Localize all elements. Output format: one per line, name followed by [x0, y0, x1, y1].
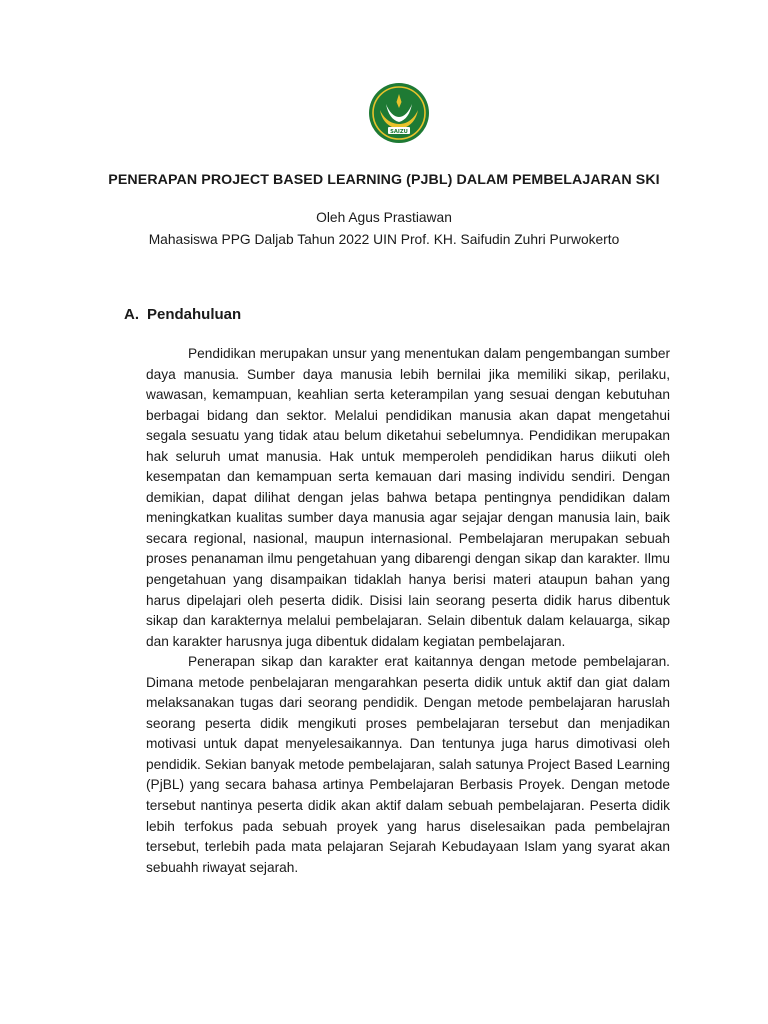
document-author: Oleh Agus Prastiawan: [316, 210, 452, 225]
uin-saizu-emblem-icon: [368, 82, 430, 144]
paragraph: Pendidikan merupakan unsur yang menentukan dalam pengembangan sumber daya manusia. Sumber daya manusia lebih bernilai jika memiliki sikap, perilaku, wawasan, kemampuan, keahlian serta keterampilan yang sesuai dengan kebutuhan berbagai bidang dan sektor. Melalui pendidikan manusia akan dapat mengetahui segala sesuatu yang tidak atau belum diketahui sebelumnya. Pendidikan merupakan hak seluruh umat manusia. Hak untuk memperoleh pendidikan harus diikuti oleh kesempatan dan kemampuan serta kemauan dari masing individu sendiri. Dengan demikian, dapat dilihat dengan jelas bahwa betapa pentingnya pendidikan dalam meningkatkan kualitas sumber daya manusia agar sejajar dengan manusia lain, baik secara regional, nasional, maupun internasional. Pembelajaran merupakan sebuah proses penanaman ilmu pengetahuan yang dibarengi dengan sikap dan karakter. Ilmu pengetahuan yang disampaikan tidaklah hanya berisi materi ataupun bahan yang harus dipelajari oleh peserta didik. Disisi lain seorang peserta didik harus dibentuk sikap dan karakternya melalui pembelajaran. Selain dibentuk dalam kelauarga, sikap dan karakter harusnya juga dibentuk didalam kegiatan pembelajaran.: [146, 346, 670, 649]
document-title: PENERAPAN PROJECT BASED LEARNING (PJBL) DALAM PEMBELAJARAN SKI: [108, 172, 660, 188]
document-affiliation: Mahasiswa PPG Daljab Tahun 2022 UIN Prof. KH. Saifudin Zuhri Purwokerto: [148, 232, 620, 247]
paragraph: Penerapan sikap dan karakter erat kaitannya dengan metode pembelajaran. Dimana metode penbelajaran mengarahkan peserta didik untuk aktif dan giat dalam melaksanakan tugas dari seorang pendidik. Dengan metode pembelajaran haruslah seorang peserta didik mengikuti proses pembelajaran tersebut dan menjadikan motivasi untuk dapat menyelesaikannya. Dan tentunya juga harus dimotivasi oleh pendidik. Sekian banyak metode pembelajaran, salah satunya Project Based Learning (PjBL) yang secara bahasa artinya Pembelajaran Berbasis Proyek. Dengan metode tersebut nantinya peserta didik akan aktif dalam sebuah pembelajaran. Peserta didik lebih terfokus pada sebuah proyek yang harus diselesaikan pada pembelajran tersebut, terlebih pada mata pelajaran Sejarah Kebudayaan Islam yang syarat akan sebuahh riwayat sejarah.: [146, 654, 670, 875]
section-number: A.: [124, 306, 139, 323]
logo-text: SAIZU: [390, 128, 408, 135]
section-title: Pendahuluan: [147, 306, 242, 323]
section-heading: [124, 306, 241, 323]
section-body: [146, 344, 670, 878]
